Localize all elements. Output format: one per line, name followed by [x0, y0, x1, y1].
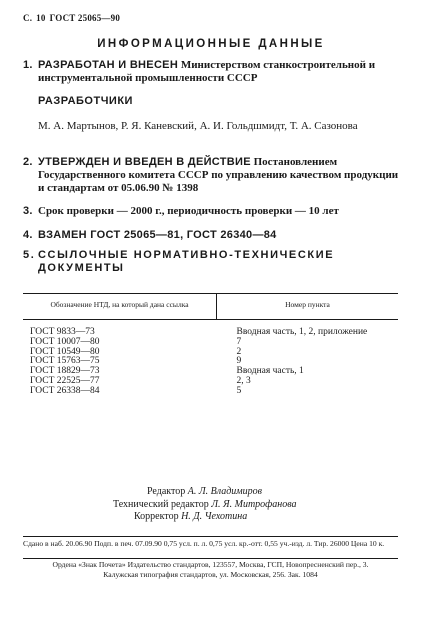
references-table	[23, 293, 398, 397]
developers-names: М. А. Мартынов, Р. Я. Каневский, А. И. Гольдшмидт, Т. А. Сазонова	[38, 120, 358, 132]
page-number: 10	[36, 13, 46, 23]
section-lead: ВЗАМЕН	[38, 229, 87, 241]
page-title: ИНФОРМАЦИОННЫЕ ДАННЫЕ	[97, 38, 325, 50]
section-text: ГОСТ 25065—81, ГОСТ 26340—84	[86, 229, 277, 241]
publisher-info	[23, 560, 398, 579]
table-row	[23, 387, 398, 397]
section-number: 4.	[23, 229, 33, 241]
credit-name: А. Л. Владимиров	[187, 486, 262, 497]
table-cell-clause: 2	[236, 346, 242, 357]
section-number: 1.	[23, 59, 33, 71]
column-header-clause: Номер пункта	[217, 294, 399, 320]
table-cell-clause: Вводная часть, 1	[236, 366, 304, 377]
credit-name: Л. Я. Митрофанова	[211, 498, 297, 510]
column-header-document: Обозначение НТД, на который дана ссылка	[23, 294, 217, 320]
credit-role: Редактор	[147, 486, 186, 497]
page-header	[23, 13, 120, 23]
section-references	[23, 249, 403, 275]
table-cell-document: ГОСТ 22525—77	[30, 375, 100, 386]
table-cell-document: ГОСТ 9833—73	[30, 327, 95, 337]
table-header-row	[23, 294, 398, 320]
table-cell-clause: 7	[236, 336, 242, 347]
divider	[23, 536, 398, 537]
credit-role: Технический редактор	[113, 498, 209, 510]
table-cell-clause: Вводная часть, 1, 2, приложение	[236, 327, 368, 337]
section-number: 3.	[23, 205, 33, 217]
credit-editor	[147, 486, 262, 499]
section-review-period	[23, 205, 403, 218]
credit-role: Корректор	[134, 511, 179, 522]
developers-heading: РАЗРАБОТЧИКИ	[38, 95, 133, 107]
table-cell-clause: 5	[236, 385, 242, 396]
divider	[23, 558, 398, 559]
section-text: Срок проверки — 2000 г., периодичность проверки — 10 лет	[38, 205, 339, 217]
section-lead: ССЫЛОЧНЫЕ НОРМАТИВНО-ТЕХНИЧЕСКИЕ ДОКУМЕНТЫ	[38, 249, 335, 274]
credit-proofreader	[134, 511, 247, 524]
table-row	[23, 320, 398, 338]
table-cell-document: ГОСТ 10007—80	[30, 336, 100, 347]
section-approved	[23, 156, 403, 195]
page-prefix: С.	[23, 13, 33, 23]
section-text: Постановлением Государственного комитета СССР по управлению качеством продукции и стандартам от 05.06.90 № 1398	[38, 156, 399, 194]
publisher-line: Ордена «Знак Почета» Издательство стандартов, 123557, Москва, ГСП, Новопресненский пер., 3.	[52, 560, 369, 569]
table-cell-document: ГОСТ 10549—80	[30, 346, 100, 357]
section-developed-by	[23, 59, 403, 85]
table-cell-document: ГОСТ 26338—84	[30, 385, 100, 396]
section-replaces	[23, 229, 403, 242]
print-info: Сдано в наб. 20.06.90 Подп. в печ. 07.09.90 0,75 усл. п. л. 0,75 усл. кр.-отт. 0,55 уч.-изд. л. Тир. 26000 Цена 10 к.	[23, 539, 385, 548]
section-text: Министерством станкостроительной и инструментальной промышленности СССР	[38, 59, 376, 84]
table-cell-document: ГОСТ 18829—73	[30, 366, 100, 377]
section-number: 2.	[23, 156, 33, 168]
printer-line: Калужская типография стандартов, ул. Московская, 256. Зак. 1084	[103, 569, 318, 579]
table-cell-document: ГОСТ 15763—75	[30, 356, 100, 367]
credit-tech-editor	[113, 499, 297, 512]
table-cell-clause: 2, 3	[236, 375, 251, 386]
credits-block	[0, 486, 422, 524]
section-number: 5.	[23, 249, 36, 261]
table-cell-clause: 9	[236, 356, 242, 367]
section-lead: РАЗРАБОТАН И ВНЕСЕН	[38, 59, 179, 71]
section-lead: УТВЕРЖДЕН И ВВЕДЕН В ДЕЙСТВИЕ	[38, 156, 251, 168]
credit-name: Н. Д. Чехотина	[181, 511, 248, 522]
standard-code: ГОСТ 25065—90	[49, 13, 121, 23]
